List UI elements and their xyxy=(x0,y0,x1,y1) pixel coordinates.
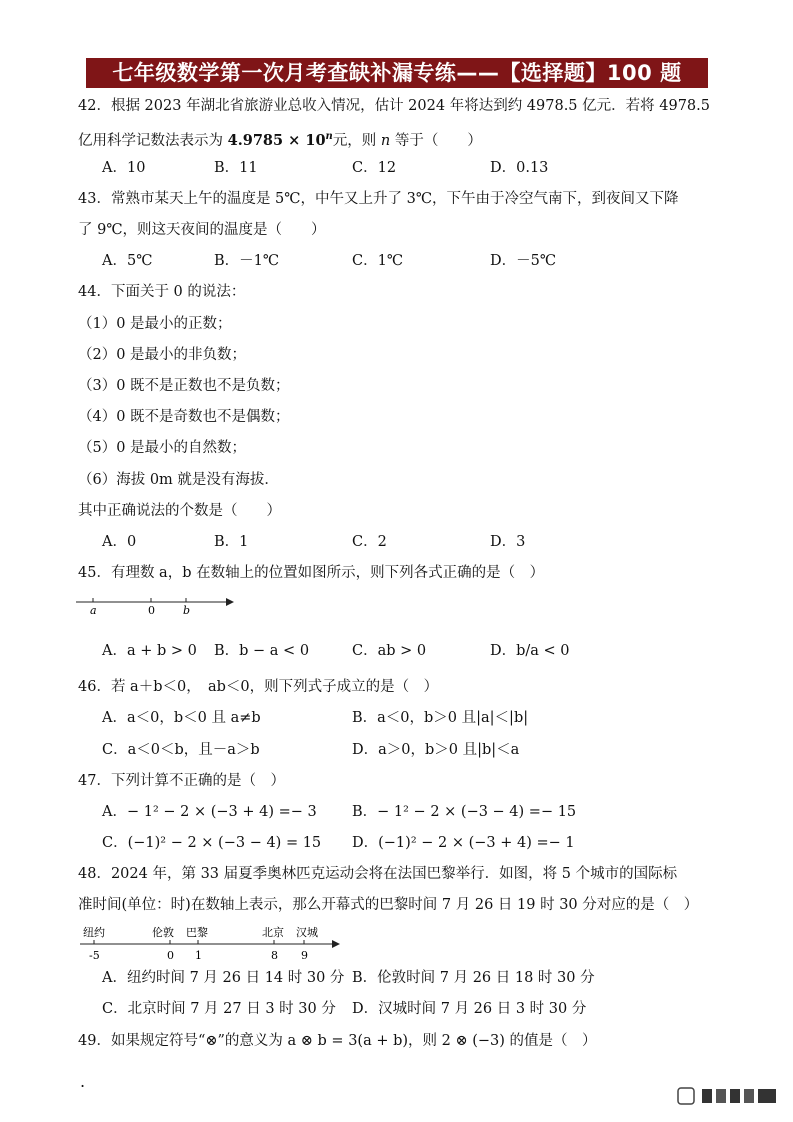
q42-option-d[interactable]: D．0.13 xyxy=(490,160,549,176)
page-banner-title: 七年级数学第一次月考查缺补漏专练——【选择题】100 题 xyxy=(86,58,708,88)
q42-l2f: 等于（ ） xyxy=(390,132,482,149)
q42-exp: n xyxy=(325,131,333,142)
q43-line-1: 43．常熟市某天上午的温度是 5℃，中午又上升了 3℃，下午由于冷空气南下，到夜间又下降 xyxy=(78,191,679,207)
q46-option-a[interactable]: A．a＜0，b＜0 且 a≠b xyxy=(102,710,261,726)
q48-option-b[interactable]: B．伦敦时间 7 月 26 日 18 时 30 分 xyxy=(352,970,595,986)
q48-city-london: 伦敦 xyxy=(152,926,174,939)
q48-num-8: 8 xyxy=(271,949,278,962)
watermark-logo xyxy=(676,1086,780,1106)
footer-dot: . xyxy=(80,1072,86,1091)
q48-option-c[interactable]: C．北京时间 7 月 27 日 3 时 30 分 xyxy=(102,1001,336,1017)
q45-option-b[interactable]: B．b − a < 0 xyxy=(214,643,310,659)
q43-option-d[interactable]: D．－5℃ xyxy=(490,253,557,269)
q46-option-d[interactable]: D．a＞0，b＞0 且|b|＜a xyxy=(352,742,520,758)
q45-option-a[interactable]: A．a + b > 0 xyxy=(102,643,197,659)
q46-line-1: 46．若 a＋b＜0， ab＜0，则下列式子成立的是（ ） xyxy=(78,679,439,695)
q44-item-6: （6）海拔 0m 就是没有海拔． xyxy=(78,472,279,488)
q47-line-1: 47．下列计算不正确的是（ ） xyxy=(78,773,285,789)
q45-axis-a: a xyxy=(90,604,97,617)
q48-city-seoul: 汉城 xyxy=(296,926,318,939)
q42-l2d: 元，则 xyxy=(332,132,381,149)
q47-option-d[interactable]: D．(−1)² − 2 × (−3 + 4) =− 1 xyxy=(352,835,575,851)
q48-num-0: 0 xyxy=(167,949,174,962)
q46-option-b[interactable]: B．a＜0，b＞0 且|a|＜|b| xyxy=(352,710,529,726)
q45-number-line xyxy=(76,592,236,624)
q44-item-5: （5）0 是最小的自然数； xyxy=(78,440,247,456)
q48-city-newyork: 纽约 xyxy=(83,926,105,939)
q45-line-1: 45．有理数 a，b 在数轴上的位置如图所示，则下列各式正确的是（ ） xyxy=(78,565,545,581)
q43-option-c[interactable]: C．1℃ xyxy=(352,253,404,269)
q44-line-1: 44．下面关于 0 的说法： xyxy=(78,284,246,300)
q43-line-2: 了 9℃，则这天夜间的温度是（ ） xyxy=(78,222,326,238)
q43-option-b[interactable]: B．－1℃ xyxy=(214,253,280,269)
q42-n: n xyxy=(380,132,391,149)
q42-line-1: 42．根据 2023 年湖北省旅游业总收入情况，估计 2024 年将达到约 4978.5 亿元．若将 4978.5 xyxy=(78,98,710,114)
q49-line-1: 49．如果规定符号“⊗”的意义为 a ⊗ b = 3(a + b)，则 2 ⊗ (−3) 的值是（ ） xyxy=(78,1033,597,1049)
q47-option-b[interactable]: B．− 1² − 2 × (−3 − 4) =− 15 xyxy=(352,804,577,820)
q48-num-1: 1 xyxy=(195,949,202,962)
q48-num-9: 9 xyxy=(301,949,308,962)
q44-option-a[interactable]: A．0 xyxy=(102,534,137,550)
q45-option-c[interactable]: C．ab > 0 xyxy=(352,643,427,659)
q44-item-1: （1）0 是最小的正数； xyxy=(78,316,232,332)
q47-option-a[interactable]: A．− 1² − 2 × (−3 + 4) =− 3 xyxy=(102,804,317,820)
q44-item-2: （2）0 是最小的非负数； xyxy=(78,347,247,363)
q47-option-c[interactable]: C．(−1)² − 2 × (−3 − 4) = 15 xyxy=(102,835,322,851)
q44-option-c[interactable]: C．2 xyxy=(352,534,387,550)
q42-l2a: 亿用科学记数法表示为 xyxy=(78,132,228,149)
q45-axis-zero: 0 xyxy=(148,604,155,617)
q48-city-beijing: 北京 xyxy=(262,926,284,939)
q48-number-line xyxy=(80,922,350,970)
q42-option-b[interactable]: B．11 xyxy=(214,160,258,176)
q48-city-paris: 巴黎 xyxy=(186,926,208,939)
q44-option-b[interactable]: B．1 xyxy=(214,534,249,550)
q45-option-d[interactable]: D．b/a < 0 xyxy=(490,643,570,659)
q42-sci: 4.9785 × 10 xyxy=(227,131,326,149)
q44-option-d[interactable]: D．3 xyxy=(490,534,526,550)
q48-line-1: 48．2024 年，第 33 届夏季奥林匹克运动会将在法国巴黎举行．如图，将 5 个城市的国际标 xyxy=(78,866,678,882)
q44-item-4: （4）0 既不是奇数也不是偶数； xyxy=(78,409,290,425)
q44-item-3: （3）0 既不是正数也不是负数； xyxy=(78,378,290,394)
q48-option-d[interactable]: D．汉城时间 7 月 26 日 3 时 30 分 xyxy=(352,1001,587,1017)
q44-line-2: 其中正确说法的个数是（ ） xyxy=(78,503,281,519)
q42-line-2 xyxy=(78,127,482,151)
q43-option-a[interactable]: A．5℃ xyxy=(102,253,153,269)
q45-axis-b: b xyxy=(183,604,191,617)
q42-option-a[interactable]: A．10 xyxy=(102,160,146,176)
q42-option-c[interactable]: C．12 xyxy=(352,160,397,176)
q48-line-2: 准时间(单位：时)在数轴上表示，那么开幕式的巴黎时间 7 月 26 日 19 时 30 分对应的是（ ） xyxy=(78,897,699,913)
q48-num-neg5: -5 xyxy=(89,949,100,962)
q46-option-c[interactable]: C．a＜0＜b，且－a＞b xyxy=(102,742,260,758)
q48-option-a[interactable]: A．纽约时间 7 月 26 日 14 时 30 分 xyxy=(102,970,345,986)
